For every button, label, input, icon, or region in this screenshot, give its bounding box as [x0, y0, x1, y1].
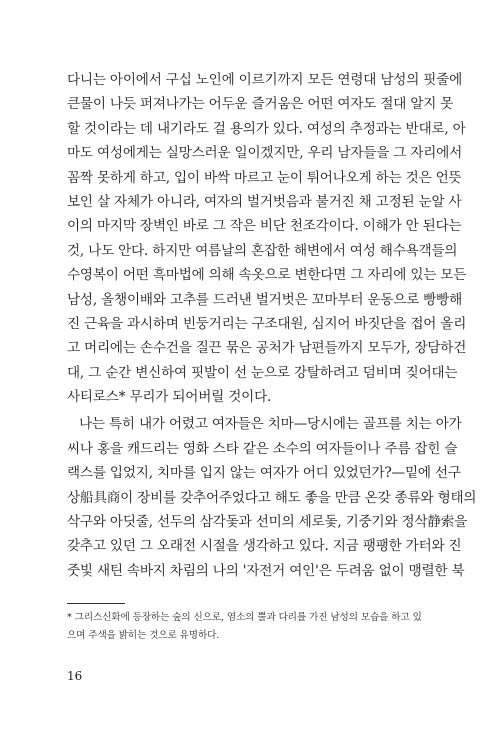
text-line: 나는 특히 내가 어렸고 여자들은 치마—당시에는 골프를 치는 아가: [79, 416, 462, 433]
text-line: 대, 그 순간 변신하여 핏발이 선 눈으로 강탈하려고 덤비며 짖어대는: [67, 364, 458, 381]
footnote: [67, 609, 437, 645]
text-line: 큰물이 나듯 퍼져나가는 어두운 즐거움은 어떤 여자도 절대 알지 못: [67, 96, 454, 113]
text-line: 다니는 아이에서 구십 노인에 이르기까지 모든 연령대 남성의 핏줄에: [67, 72, 463, 88]
page-number: 16: [67, 669, 83, 683]
text-line: 보인 살 자체가 아니라, 여자의 벌거벗음과 불거진 채 고정된 눈알 사: [67, 193, 462, 210]
footnote-line: 으며 주색을 밝히는 것으로 유명하다.: [67, 630, 220, 641]
text-line: 사티로스* 무리가 되어버릴 것이다.: [67, 389, 272, 406]
footnote-line: * 그리스신화에 등장하는 숲의 신으로, 염소의 뿔과 다리를 가진 남성의 모습을 하고 있: [67, 612, 422, 623]
text-line: 고 머리에는 손수건을 질끈 묶은 공처가 남편들까지 모두가, 장담하건: [67, 340, 467, 357]
text-line: 줏빛 새틴 속바지 차림의 나의 '자전거 여인'은 두려움 없이 맹렬한 북: [67, 562, 465, 579]
text-line: 진 근육을 과시하며 빈둥거리는 구조대원, 심지어 바짓단을 접어 올리: [67, 315, 467, 332]
text-line: 씨나 홍을 캐드리는 영화 스타 같은 소수의 여자들이나 주름 잡힌 슬: [67, 440, 458, 457]
text-line: 남성, 올챙이배와 고추를 드러낸 벌거벗은 꼬마부터 운동으로 빵빵해: [67, 291, 463, 308]
footnote-divider: [67, 603, 125, 604]
text-line: 랙스를 입었지, 치마를 입지 않는 여자가 어디 있었던가?—밑에 선구: [67, 465, 461, 482]
text-line: 할 것이라는 데 내기라도 걸 용의가 있다. 여성의 추정과는 반대로, 아: [67, 120, 466, 137]
text-line: 마도 여성에게는 실망스러운 일이겠지만, 우리 남자들을 그 자리에서: [67, 145, 463, 162]
text-line: 상船具商이 장비를 갖추어주었다고 해도 좋을 만큼 온갖 종류와 형태의: [67, 489, 477, 506]
text-line: 삭구와 아딧줄, 선두의 삼각돛과 선미의 세로돛, 기중기와 정삭静索을: [67, 514, 468, 531]
text-line: 것, 나도 안다. 하지만 여름날의 혼잡한 해변에서 여성 해수욕객들의: [67, 242, 458, 259]
text-line: 수영복이 어떤 흑마법에 의해 속옷으로 변한다면 그 자리에 있는 모든: [67, 267, 467, 284]
text-line: 이의 마지막 장벽인 바로 그 작은 비단 천조각이다. 이해가 안 된다는: [67, 218, 462, 235]
text-line: 갖추고 있던 그 오래전 시절을 생각하고 있다. 지금 팽팽한 가터와 진: [67, 538, 462, 555]
text-line: 꼼짝 못하게 하고, 입이 바싹 마르고 눈이 튀어나오게 하는 것은 언뜻: [67, 169, 462, 186]
body-text: [67, 68, 477, 583]
